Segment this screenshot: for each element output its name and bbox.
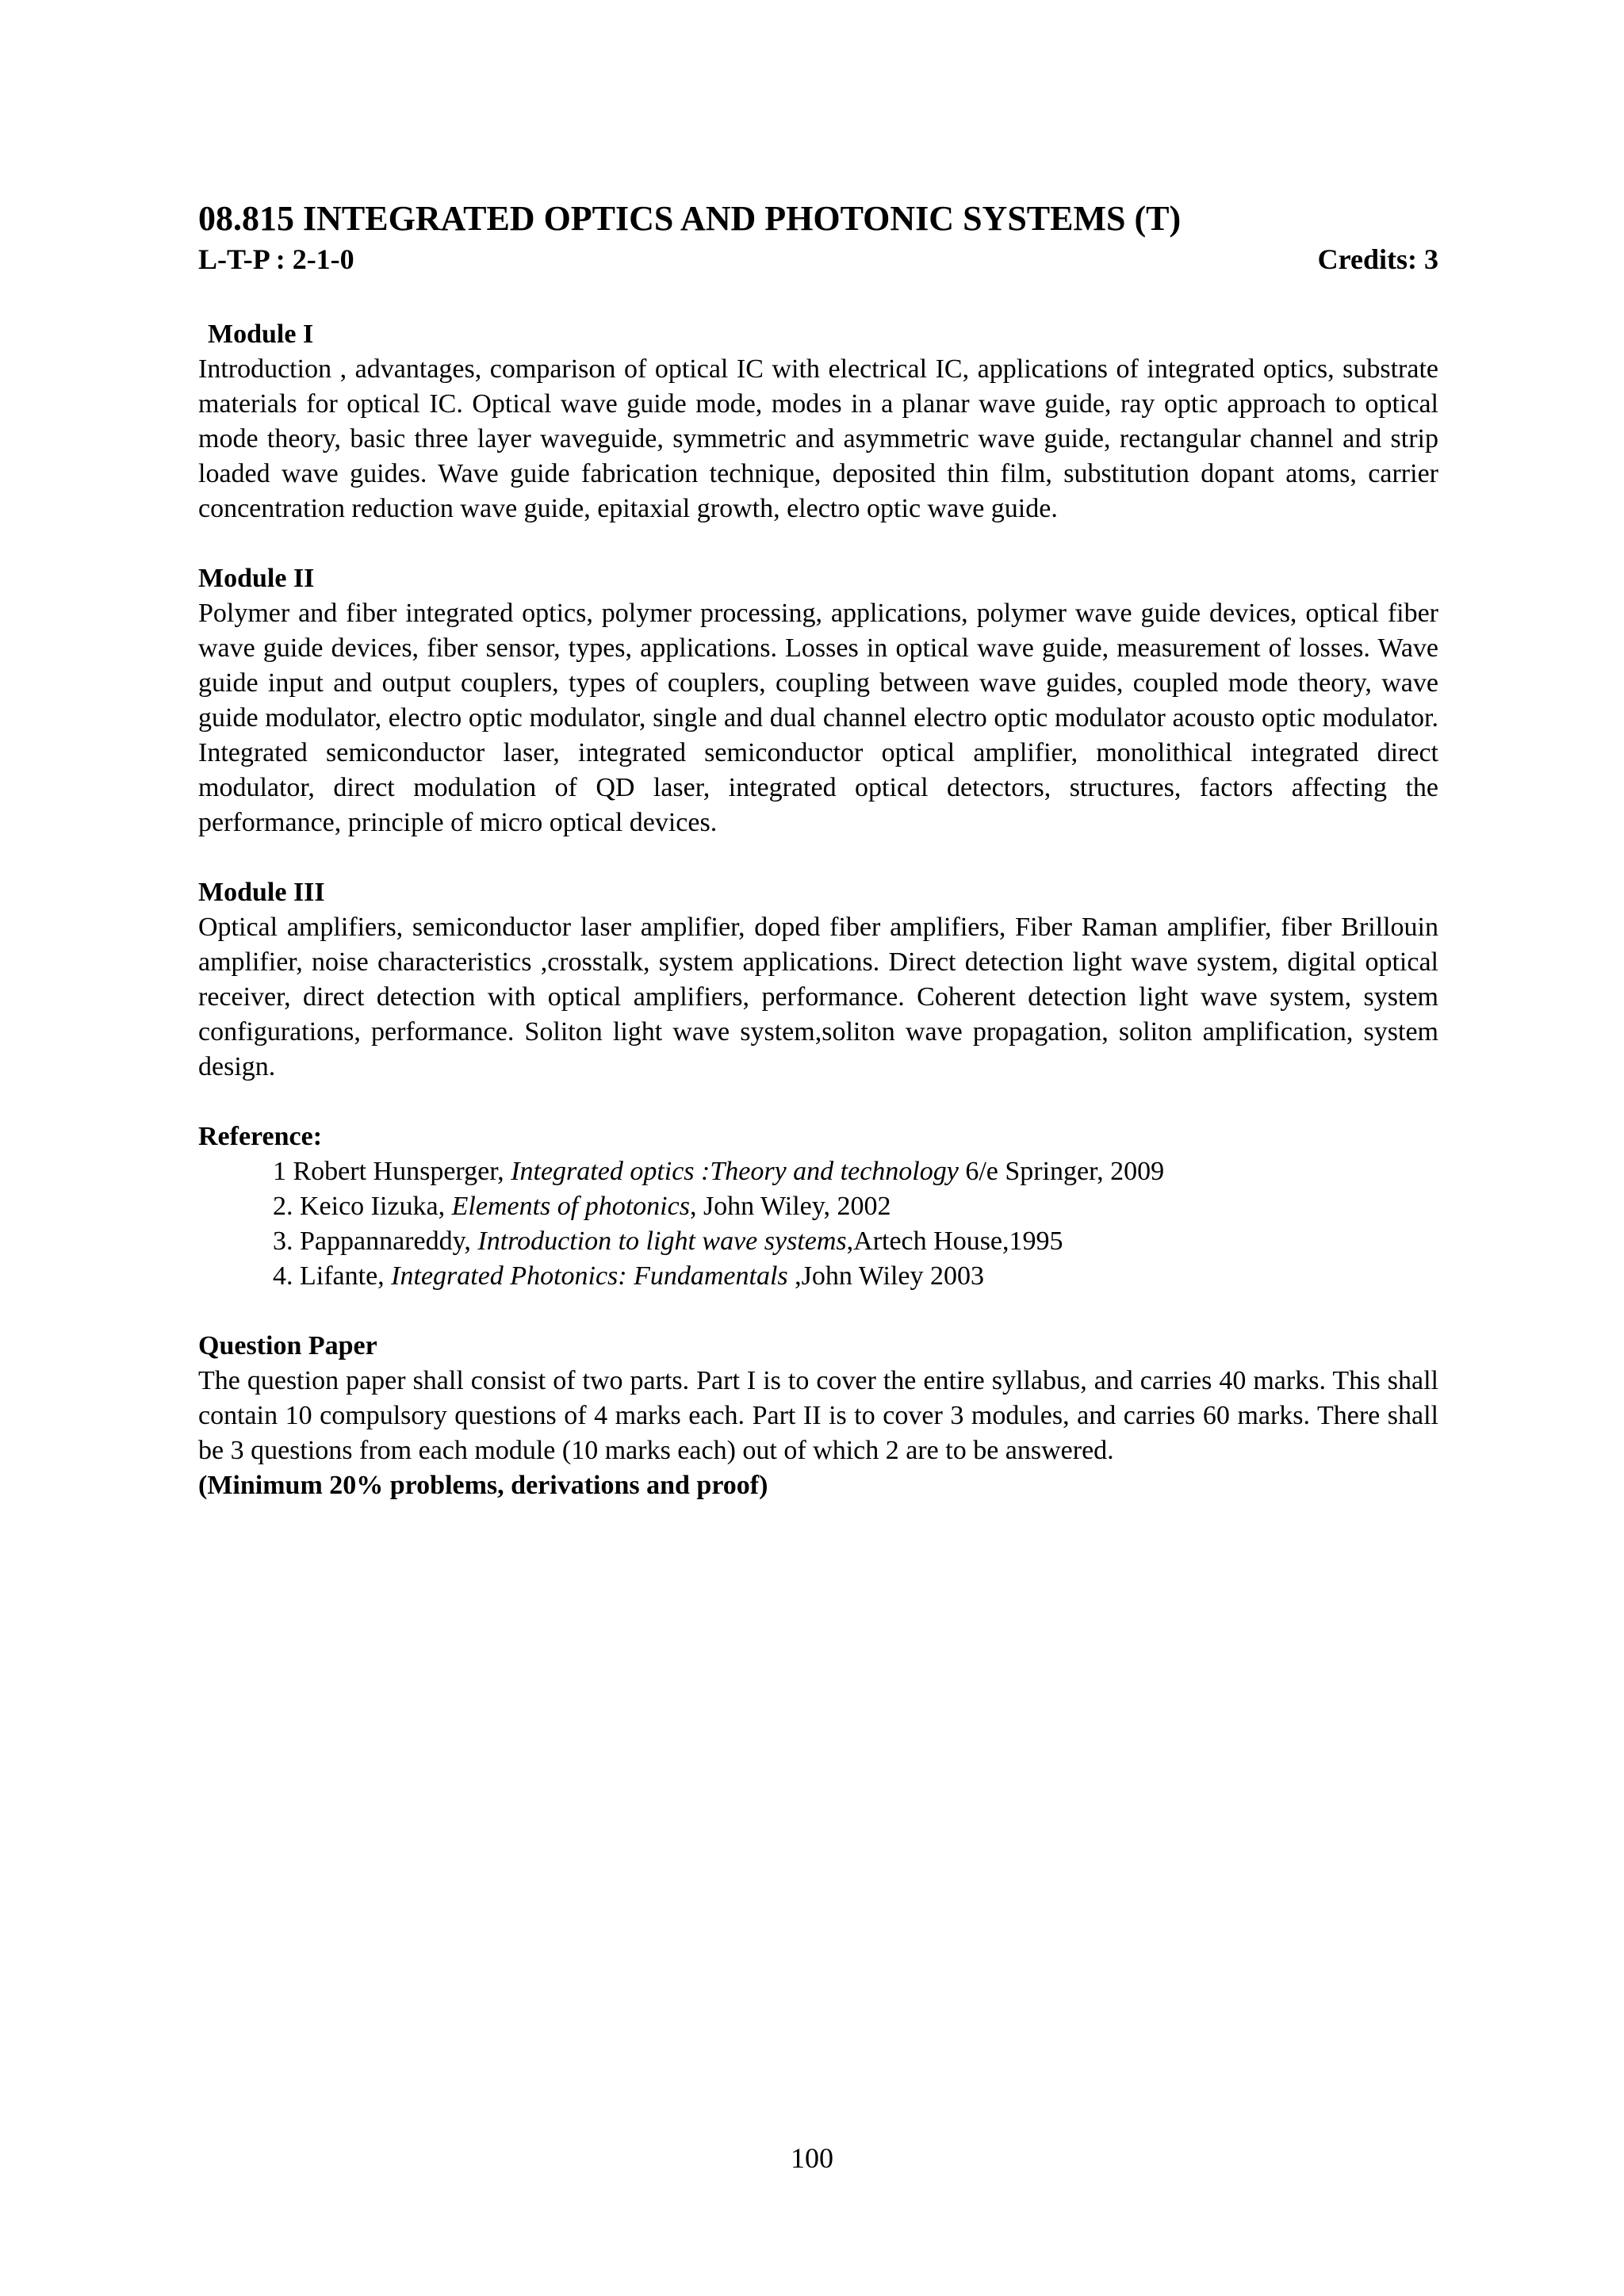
module-3-text: Optical amplifiers, semiconductor laser amplifier, doped fiber amplifiers, Fiber Raman amplifier, fiber Brillouin amplifier, noise characteristics ,crosstalk, system applications. Direct detection light wave system, digital optical receiver, direct detection with optical amplifiers, performance. Coherent detection light wave system, system configurations, performance. Soliton light wave system,soliton wave propagation, soliton amplification, system design. [198, 913, 1438, 1081]
module-2-text: Polymer and fiber integrated optics, polymer processing, applications, polymer wave guide devices, optical fiber wave guide devices, fiber sensor, types, applications. Losses in optical wave guide, measurement of losses. Wave guide input and output couplers, types of couplers, coupling between wave guides, coupled mode theory, wave guide modulator, electro optic modulator, single and dual channel electro optic modulator acousto optic modulator. Integrated semiconductor laser, integrated semiconductor optical amplifier, monolithical integrated direct modulator, direct modulation of QD laser, integrated optical detectors, structures, factors affecting the performance, principle of micro optical devices. [198, 599, 1438, 837]
syllabus-page [198, 197, 1438, 1503]
module-1-section [198, 317, 1438, 526]
reference-title: Elements of photonics [451, 1192, 690, 1221]
question-paper-section [198, 1329, 1438, 1503]
reference-title: Introduction to light wave systems [477, 1226, 847, 1256]
module-3-heading: Module III [198, 878, 325, 907]
reference-item: 4. Lifante, Integrated Photonics: Fundamentals ,John Wiley 2003 [273, 1261, 984, 1291]
credits-label: Credits: 3 [1317, 243, 1438, 275]
module-3-section [198, 875, 1438, 1085]
reference-item: 1 Robert Hunsperger, Integrated optics :Theory and technology 6/e Springer, 2009 [273, 1157, 1165, 1186]
course-title: 08.815 INTEGRATED OPTICS AND PHOTONIC SYSTEMS (T) [198, 199, 1182, 238]
module-2-section [198, 561, 1438, 840]
reference-item: 2. Keico Iizuka, Elements of photonics, John Wiley, 2002 [273, 1192, 891, 1221]
reference-list [198, 1154, 1438, 1294]
references-heading: Reference: [198, 1122, 323, 1151]
reference-title: Integrated Photonics: Fundamentals [391, 1261, 788, 1291]
references-section [198, 1119, 1438, 1294]
question-paper-heading: Question Paper [198, 1331, 377, 1360]
page-number: 100 [791, 2142, 833, 2174]
question-paper-text: The question paper shall consist of two parts. Part I is to cover the entire syllabus, and carries 40 marks. This shall contain 10 compulsory questions of 4 marks each. Part II is to cover 3 modules, and carries 60 marks. There shall be 3 questions from each module (10 marks each) out of which 2 are to be answered. [198, 1366, 1438, 1465]
reference-title: Integrated optics :Theory and technology [511, 1157, 959, 1186]
reference-item: 3. Pappannareddy, Introduction to light wave systems,Artech House,1995 [273, 1226, 1063, 1256]
module-2-heading: Module II [198, 564, 315, 593]
module-1-text: Introduction , advantages, comparison of optical IC with electrical IC, applications of integrated optics, substrate materials for optical IC. Optical wave guide mode, modes in a planar wave guide, ray optic approach to optical mode theory, basic three layer waveguide, symmetric and asymmetric wave guide, rectangular channel and strip loaded wave guides. Wave guide fabrication technique, deposited thin film, substitution dopant atoms, carrier concentration reduction wave guide, epitaxial growth, electro optic wave guide. [198, 354, 1438, 523]
question-paper-note: (Minimum 20% problems, derivations and proof) [198, 1471, 768, 1500]
course-meta-row [198, 241, 1438, 277]
ltp-label: L-T-P : 2-1-0 [198, 243, 354, 275]
module-1-heading: Module I [208, 320, 314, 349]
